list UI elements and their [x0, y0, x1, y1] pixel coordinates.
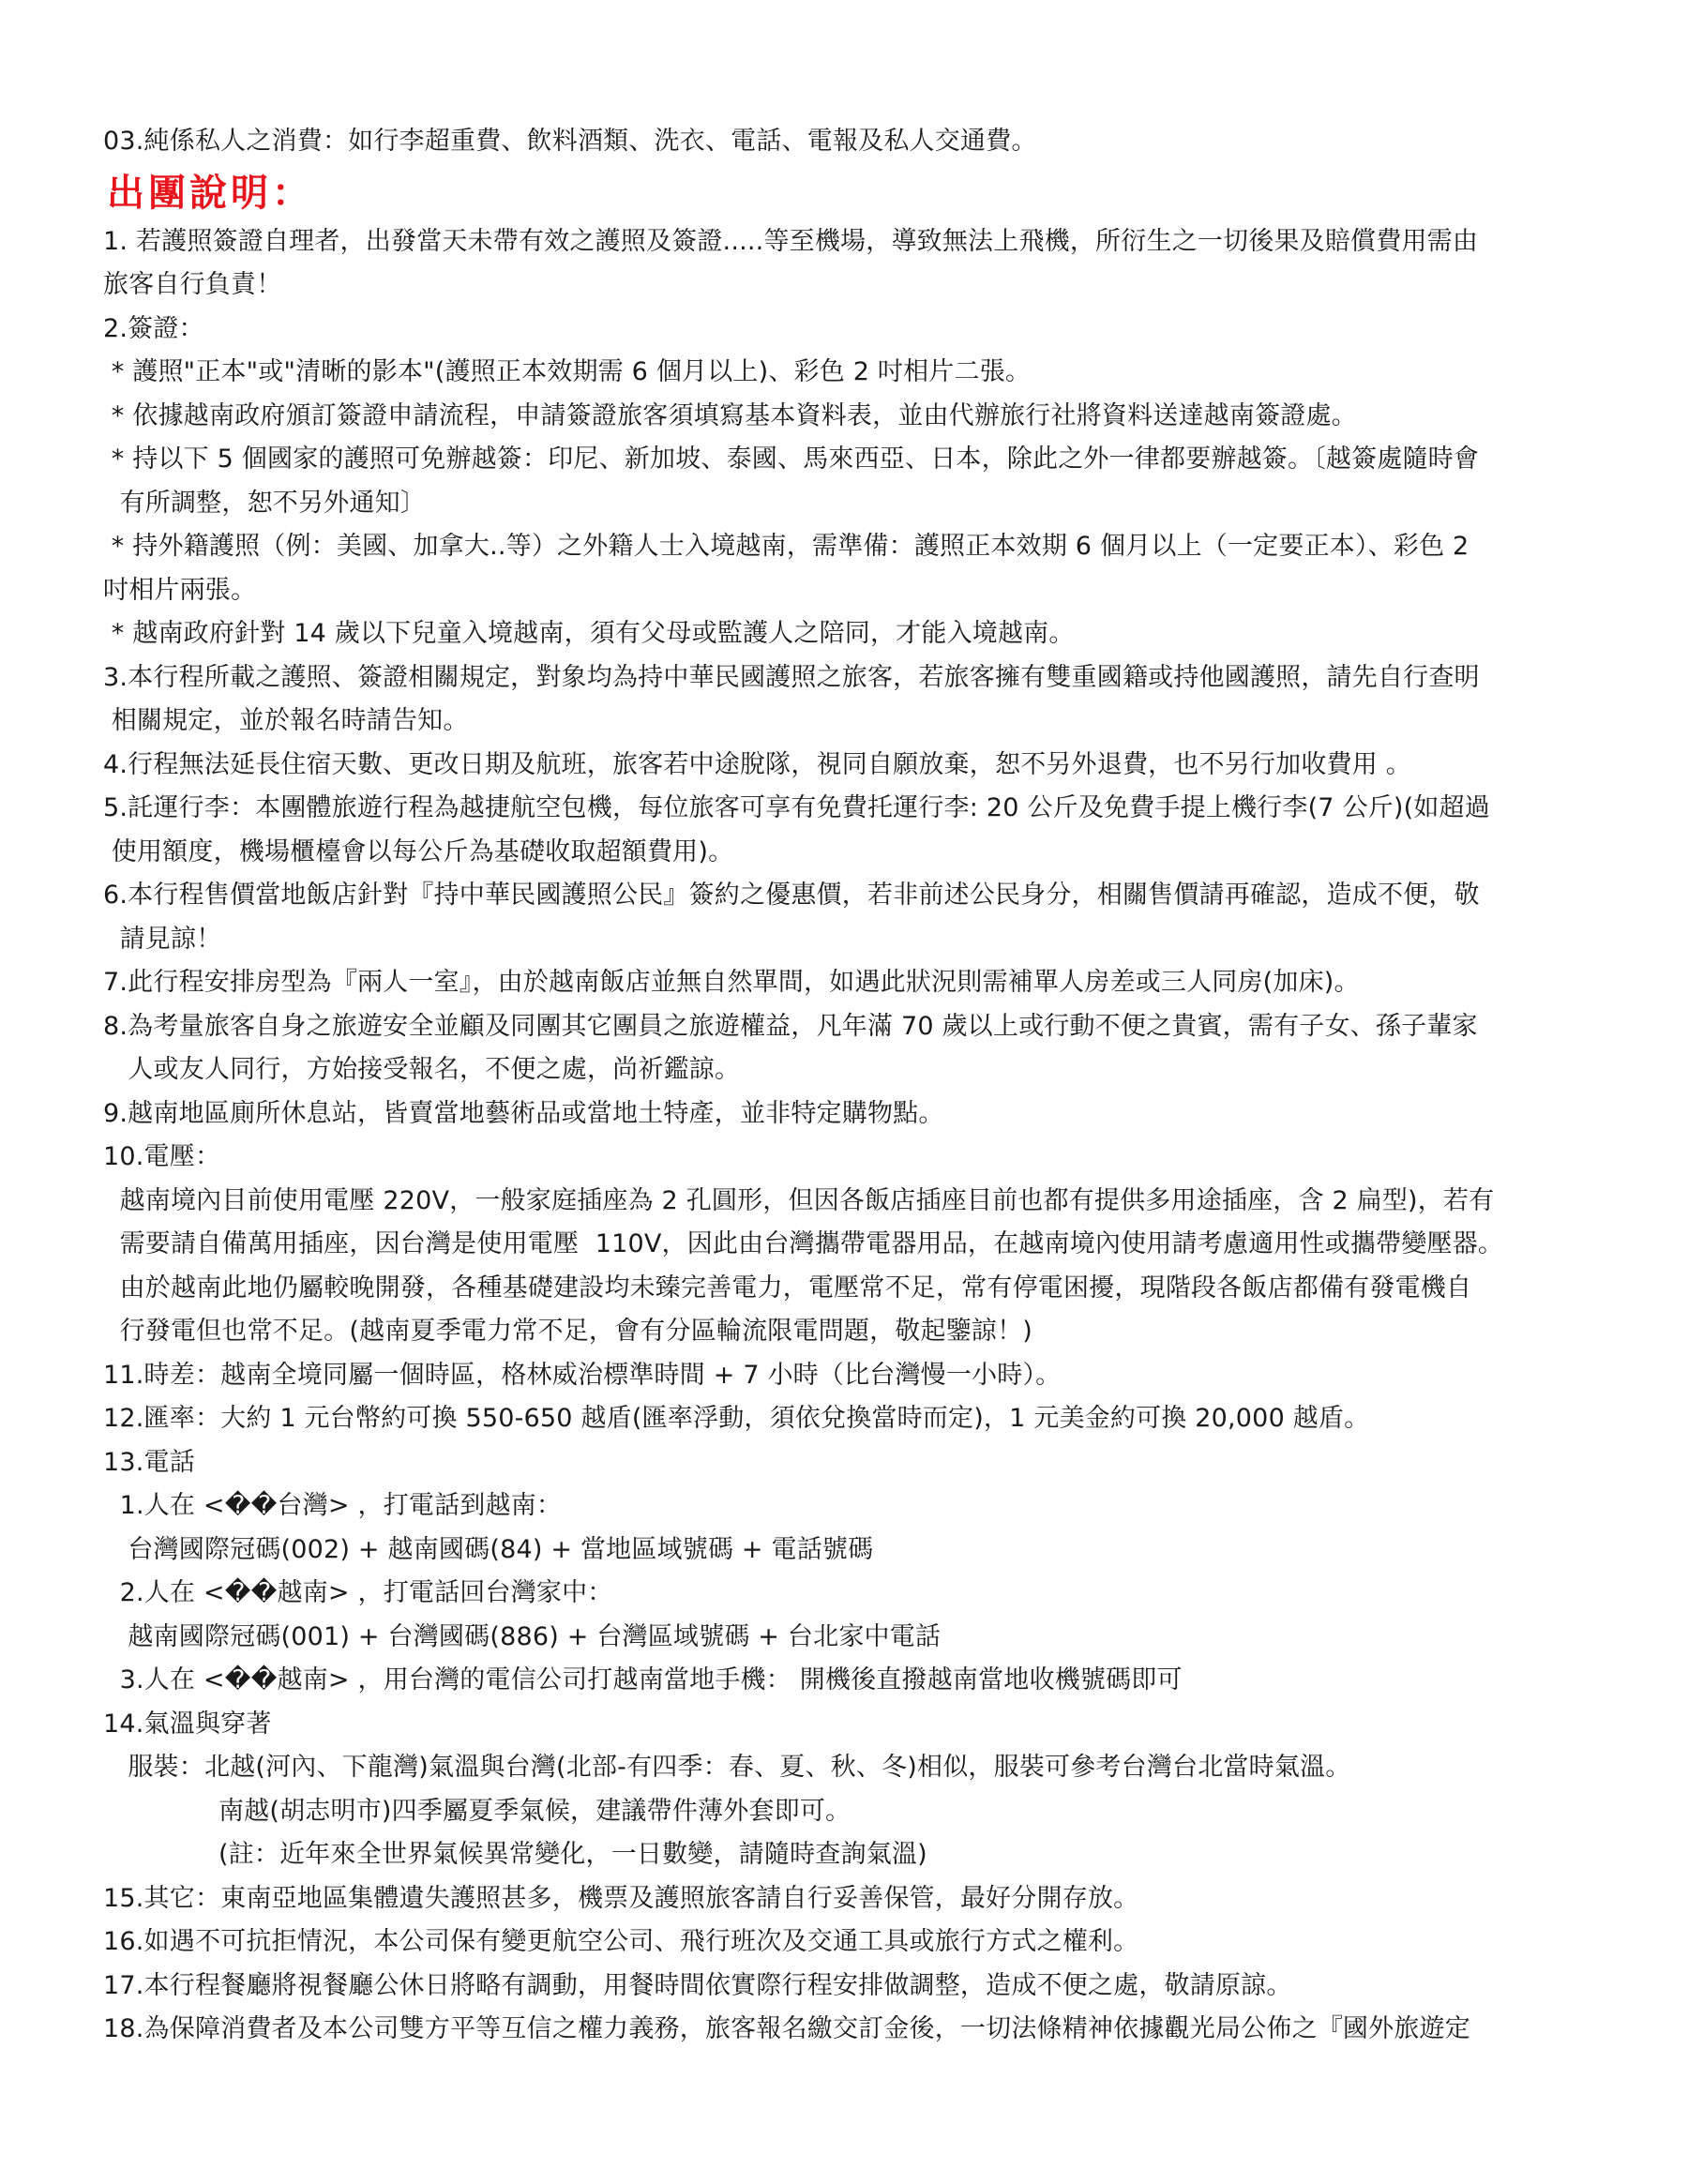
note-line: 人或友人同行，方始接受報名，不便之處，尚祈鑑諒。	[103, 1055, 741, 1084]
note-line: 吋相片兩張。	[103, 575, 257, 605]
note-line: 2.簽證：	[103, 313, 204, 343]
note-line: * 持以下 5 個國家的護照可免辦越簽：印尼、新加坡、泰國、馬來西亞、日本，除此之外一律都要辦越簽。〔越簽處隨時會	[103, 444, 1480, 474]
note-line: 7.此行程安排房型為『兩人一室』，由於越南飯店並無自然單間，如遇此狀況則需補單人房差或三人同房(加床)。	[103, 968, 1360, 997]
note-line: 越南境內目前使用電壓 220V，一般家庭插座為 2 孔圓形，但因各飯店插座目前也都有提供多用途插座，含 2 扁型)，若有	[103, 1185, 1495, 1215]
note-line: 相關規定，並於報名時請告知。	[103, 706, 469, 735]
note-line: 9.越南地區廁所休息站，皆賣當地藝術品或當地土特產，並非特定購物點。	[103, 1098, 944, 1128]
note-line: 18.為保障消費者及本公司雙方平等互信之權力義務，旅客報名繳交訂金後，一切法條精神依據觀光局公佈之『國外旅遊定	[103, 2014, 1470, 2043]
note-line: 15.其它：東南亞地區集體遺失護照甚多，機票及護照旅客請自行妥善保管，最好分開存放。	[103, 1883, 1139, 1913]
note-line: 台灣國際冠碼(002) + 越南國碼(84) + 當地區域號碼 + 電話號碼	[103, 1534, 874, 1564]
note-line: 3.本行程所載之護照、簽證相關規定，對象均為持中華民國護照之旅客，若旅客擁有雙重國籍或持他國護照，請先自行查明	[103, 662, 1480, 692]
note-line: 有所調整，恕不另外通知〕	[103, 488, 426, 518]
document-page	[103, 120, 1622, 2052]
note-line: 服裝：北越(河內、下龍灣)氣溫與台灣(北部-有四季：春、夏、秋、冬)相似，服裝可參考台灣台北當時氣溫。	[103, 1753, 1351, 1782]
note-line: 13.電話	[103, 1447, 195, 1477]
note-line: 10.電壓：	[103, 1142, 221, 1171]
note-line: 5.託運行李：本團體旅遊行程為越捷航空包機，每位旅客可享有免費托運行李: 20 公斤及免費手提上機行李(7 公斤)(如超過	[103, 793, 1490, 822]
note-line: 2.人在 <��越南> ，打電話回台灣家中：	[103, 1578, 613, 1607]
note-line: 使用額度，機場櫃檯會以每公斤為基礎收取超額費用)。	[103, 836, 734, 866]
note-line: * 越南政府針對 14 歲以下兒童入境越南，須有父母或監護人之陪同，才能入境越南。	[103, 619, 1075, 648]
note-line: 16.如遇不可抗拒情況，本公司保有變更航空公司、飛行班次及交通工具或旅行方式之權利。	[103, 1927, 1139, 1956]
note-line: 4.行程無法延長住宿天數、更改日期及航班，旅客若中途脫隊，視同自願放棄，恕不另外退費，也不另行加收費用 。	[103, 749, 1411, 779]
note-line: 6.本行程售價當地飯店針對『持中華民國護照公民』簽約之優惠價，若非前述公民身分，相關售價請再確認，造成不便，敬	[103, 881, 1480, 910]
note-line: 由於越南此地仍屬較晚開發，各種基礎建設均未臻完善電力，電壓常不足，常有停電困擾，現階段各飯店都備有發電機自	[103, 1273, 1472, 1303]
note-line: 請見諒！	[103, 924, 222, 954]
note-line: 南越(胡志明市)四季屬夏季氣候，建議帶件薄外套即可。	[103, 1796, 852, 1826]
note-line: 旅客自行負責！	[103, 270, 282, 299]
note-line: 行發電但也常不足。(越南夏季電力常不足，會有分區輪流限電問題，敬起鑒諒！)	[103, 1317, 1033, 1346]
departure-notes-heading: 出團說明：	[107, 170, 313, 215]
note-line: * 依據越南政府頒訂簽證申請流程，申請簽證旅客須填寫基本資料表，並由代辦旅行社將資料送達越南簽證處。	[103, 400, 1357, 430]
note-line: 8.為考量旅客自身之旅遊安全並顧及同團其它團員之旅遊權益，凡年滿 70 歲以上或行動不便之貴賓，需有子女、孫子輩家	[103, 1011, 1478, 1041]
note-line: (註：近年來全世界氣候異常變化，一日數變，請隨時查詢氣溫)	[103, 1840, 927, 1869]
note-line: * 持外籍護照（例：美國、加拿大..等）之外籍人士入境越南，需準備：護照正本效期 6 個月以上（一定要正本）、彩色 2	[103, 532, 1469, 561]
note-line: 1. 若護照簽證自理者，出發當天未帶有效之護照及簽證.....等至機場，導致無法上飛機，所衍生之一切後果及賠償費用需由	[103, 226, 1479, 256]
note-line: 1.人在 <��台灣> ，打電話到越南：	[103, 1491, 563, 1520]
consumption-note-line: 03.純係私人之消費：如行李超重費、飲料酒類、洗衣、電話、電報及私人交通費。	[103, 127, 1037, 156]
note-line: 需要請自備萬用插座，因台灣是使用電壓 110V，因此由台灣攜帶電器用品，在越南境內使用請考慮適用性或攜帶變壓器。	[103, 1229, 1504, 1258]
note-line: 17.本行程餐廳將視餐廳公休日將略有調動，用餐時間依實際行程安排做調整，造成不便之處，敬請原諒。	[103, 1970, 1292, 2000]
note-line: 11.時差：越南全境同屬一個時區，格林威治標準時間 + 7 小時（比台灣慢一小時）。	[103, 1360, 1062, 1390]
notes-list	[103, 220, 1622, 2052]
note-line: 越南國際冠碼(001) + 台灣國碼(886) + 台灣區域號碼 + 台北家中電話	[103, 1621, 942, 1651]
note-line: 3.人在 <��越南> ，用台灣的電信公司打越南當地手機： 開機後直撥越南當地收機號碼即可	[103, 1665, 1183, 1694]
note-line: * 護照"正本"或"清晰的影本"(護照正本效期需 6 個月以上)、彩色 2 吋相片二張。	[103, 357, 1032, 386]
note-line: 12.匯率：大約 1 元台幣約可換 550-650 越盾(匯率浮動，須依兌換當時而定)，1 元美金約可換 20,000 越盾。	[103, 1404, 1370, 1433]
note-line: 14.氣溫與穿著	[103, 1709, 272, 1739]
